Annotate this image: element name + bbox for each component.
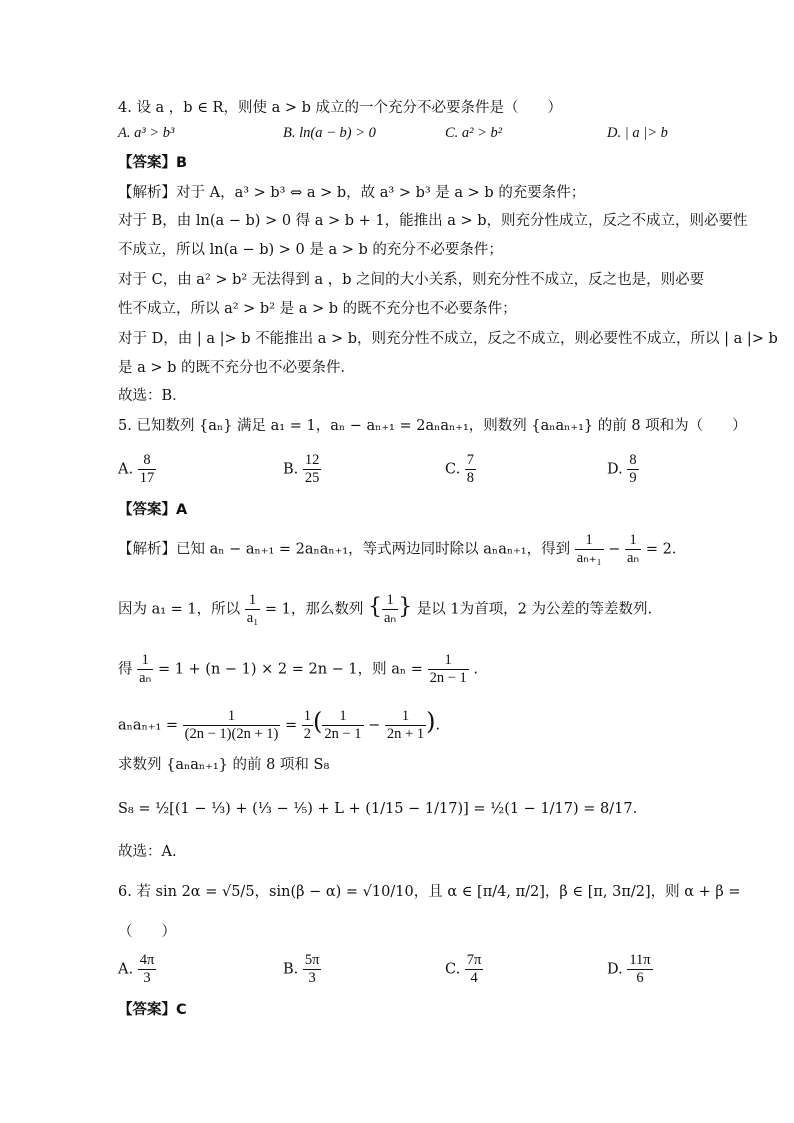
q4-option-c: C. a² > b² — [445, 125, 503, 141]
q4-conclusion: 故选：B． — [118, 388, 187, 404]
q5-conclusion: 故选：A. — [118, 844, 177, 860]
q5-option-c: C. $\frac{7}{8}$ — [445, 452, 475, 486]
q4-analysis-line: 对于 B，由 ln(a − b) > 0 得 a > b + 1，能推出 a > b，则充分性成立，反之不成立，则必要性 — [118, 213, 748, 229]
q6-option-b: B. $\frac{5\pi}{3}$ — [283, 952, 320, 986]
q6-option-a: A. $\frac{4\pi}{3}$ — [118, 952, 155, 986]
q6-stem: 6. 若 sin 2α = √5/5，sin(β − α) = √10/10，且 α ∈ [π/4, π/2]，β ∈ [π, 3π/2]，则 α + β = — [118, 884, 741, 900]
q5-stem: 5. 已知数列 {aₙ} 满足 a₁ = 1，aₙ − aₙ₊₁ = 2aₙaₙ₊₁，则数列 {aₙaₙ₊₁} 的前 8 项和为（ ） — [118, 418, 747, 434]
q5-analysis-line2: 因为 a₁ = 1，所以 $\frac{1}{\text{a₁}}$ = 1，那么数列 { $\frac{1}{\text{aₙ}}$ } 是以 1为首项，2 为公差的等差数列. — [118, 592, 653, 626]
q4-analysis-line: 对于 D，由 | a |> b 不能推出 a > b，则充分性不成立，反之不成立，则必要性不成立，所以 | a |> b — [118, 331, 778, 347]
q5-option-d: D. $\frac{8}{9}$ — [607, 452, 637, 486]
q4-analysis-line: 不成立，所以 ln(a − b) > 0 是 a > b 的充分不必要条件； — [118, 242, 503, 258]
q4-analysis-line: 是 a > b 的既不充分也不必要条件． — [118, 360, 356, 376]
q5-option-a: A. $\frac{8}{17}$ — [118, 452, 155, 486]
q5-analysis-line3: 得 $\frac{1}{\text{aₙ}}$ = 1 + (n − 1) × 2 = 2n − 1，则 aₙ = $\frac{1}{2n - 1}$ . — [118, 652, 478, 686]
q5-analysis-line4: aₙaₙ₊₁ = $\frac{1}{(2n - 1)(2n + 1)}$ = $\frac{1}{2}$ ( $\frac{1}{2n - 1}$ − $\frac{1}{2n + 1}$ ). — [118, 707, 441, 742]
q5-option-b: B. $\frac{12}{25}$ — [283, 452, 320, 486]
q6-answer: 【答案】C — [118, 1002, 187, 1018]
q4-option-b: B. ln(a − b) > 0 — [283, 125, 376, 141]
q4-analysis-line: 性不成立，所以 a² > b² 是 a > b 的既不充分也不必要条件； — [118, 301, 517, 317]
q5-analysis-line6: S₈ = ½[(1 − ⅓) + (⅓ − ⅕) + L + (1/15 − 1/17)] = ½(1 − 1/17) = 8/17. — [118, 801, 638, 817]
q4-option-d: D. | a |> b — [607, 125, 668, 141]
q6-stem-paren: （ ） — [118, 924, 176, 940]
q4-stem: 4. 设 a ，b ∈ R，则使 a > b 成立的一个充分不必要条件是（ ） — [118, 100, 562, 116]
q6-option-c: C. $\frac{7\pi}{4}$ — [445, 952, 482, 986]
q5-answer: 【答案】A — [118, 502, 188, 518]
q4-analysis-line: 【解析】对于 A，a³ > b³ ⇔ a > b，故 a³ > b³ 是 a > b 的充要条件； — [118, 185, 586, 201]
q4-option-a: A. a³ > b³ — [118, 125, 175, 141]
q4-answer: 【答案】B — [118, 155, 188, 171]
q4-analysis-line: 对于 C，由 a² > b² 无法得到 a ，b 之间的大小关系，则充分性不成立，反之也是，则必要 — [118, 272, 705, 288]
q5-analysis-line1: 【解析】已知 aₙ − aₙ₊₁ = 2aₙaₙ₊₁，等式两边同时除以 aₙaₙ₊₁，得到 $\frac{1}{\text{aₙ₊₁}}$ − $\frac{1}{\text{aₙ}}$ = 2. — [118, 532, 677, 566]
q6-option-d: D. $\frac{11\pi}{6}$ — [607, 952, 651, 986]
q5-analysis-line5: 求数列 {aₙaₙ₊₁} 的前 8 项和 S₈ — [118, 757, 330, 773]
